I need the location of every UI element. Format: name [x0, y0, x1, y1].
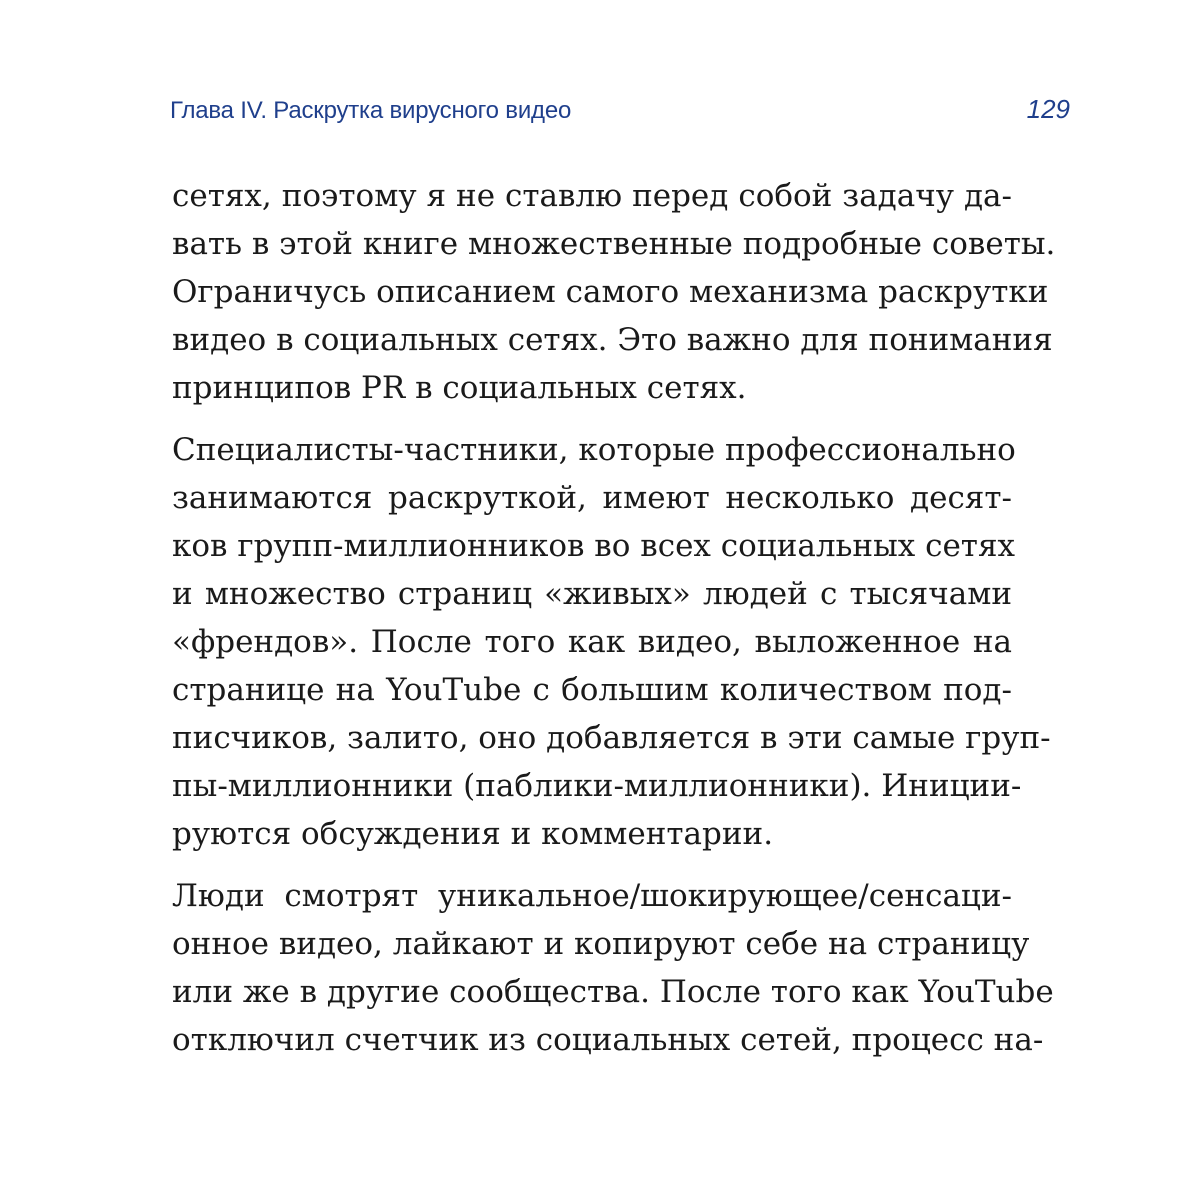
text-line: отключил счетчик из социальных сетей, процесс на-: [172, 1022, 1044, 1058]
text-line: странице на YouTube с большим количеством под-: [172, 672, 1012, 708]
text-line: «френдов». После того как видео, выложенное на: [172, 624, 1012, 660]
page-number: 129: [1026, 94, 1070, 124]
text-line: Специалисты-частники, которые профессионально: [172, 432, 1016, 468]
paragraph-1: [172, 172, 1056, 412]
text-line: принципов PR в социальных сетях.: [172, 370, 747, 406]
text-line: пы-миллионники (паблики-миллионники). Иниции-: [172, 768, 1022, 804]
text-line: Ограничусь описанием самого механизма раскрутки: [172, 274, 1049, 310]
body-text: [172, 172, 1056, 1078]
text-line: вать в этой книге множественные подробные советы.: [172, 226, 1056, 262]
text-line: или же в другие сообщества. После того как YouTube: [172, 974, 1054, 1010]
paragraph-2: [172, 426, 1051, 858]
chapter-title: Глава IV. Раскрутка вирусного видео: [170, 97, 572, 124]
text-line: видео в социальных сетях. Это важно для понимания: [172, 322, 1053, 358]
text-line: онное видео, лайкают и копируют себе на страницу: [172, 926, 1030, 962]
text-line: и множество страниц «живых» людей с тысячами: [172, 576, 1012, 612]
text-line: руются обсуждения и комментарии.: [172, 816, 774, 852]
text-line: Люди смотрят уникальное/шокирующее/сенсаци-: [172, 878, 1012, 914]
text-line: писчиков, залито, оно добавляется в эти самые груп-: [172, 720, 1051, 756]
running-header: [170, 94, 1070, 128]
text-line: занимаются раскруткой, имеют несколько десят-: [172, 480, 1012, 516]
paragraph-3: [172, 872, 1054, 1064]
text-line: сетях, поэтому я не ставлю перед собой задачу да-: [172, 178, 1012, 214]
text-line: ков групп-миллионников во всех социальных сетях: [172, 528, 1015, 564]
